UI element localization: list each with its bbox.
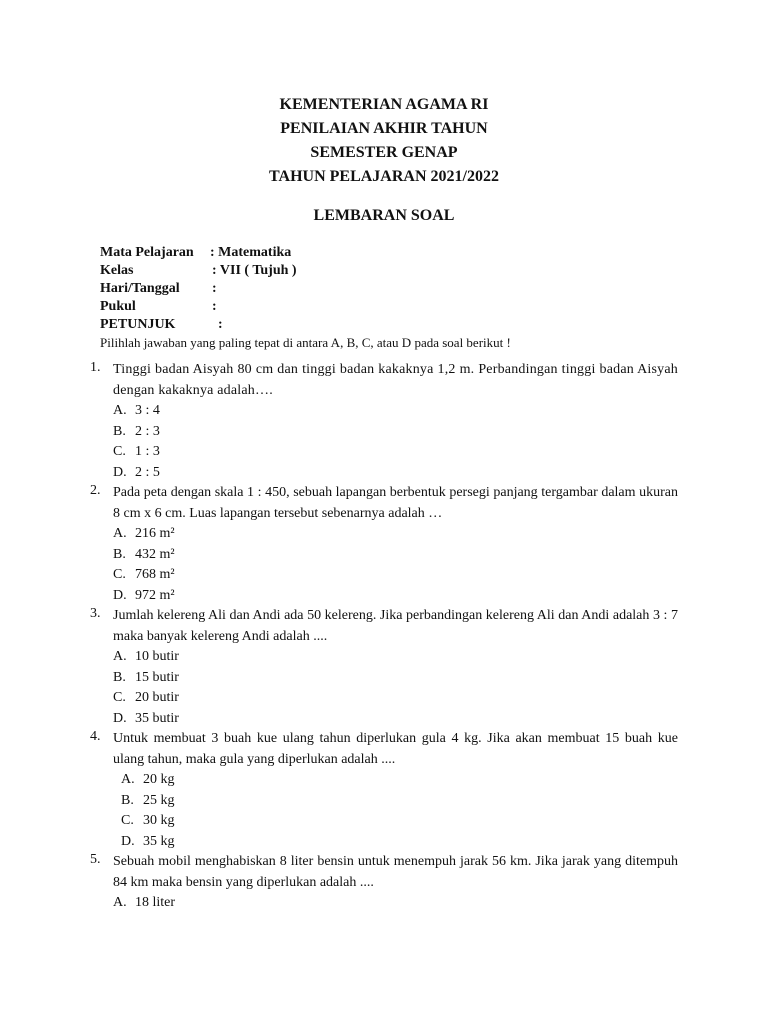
option-letter: A. <box>113 895 127 910</box>
question-1 <box>0 360 768 483</box>
instructions-label: PETUNJUK <box>100 317 176 332</box>
option-letter: A. <box>113 403 127 418</box>
option-c <box>113 442 768 463</box>
option-letter: C. <box>113 567 126 582</box>
option-text: 20 kg <box>143 772 175 787</box>
time-label: Pukul <box>100 299 136 314</box>
option-a <box>121 770 768 791</box>
option-text: 3 : 4 <box>135 403 160 418</box>
option-d <box>113 709 768 730</box>
option-text: 1 : 3 <box>135 444 160 459</box>
option-c <box>113 688 768 709</box>
date-label: Hari/Tanggal <box>100 281 180 296</box>
option-letter: B. <box>113 423 126 439</box>
option-list <box>121 770 768 852</box>
option-text: 30 kg <box>143 813 175 828</box>
header-ministry: KEMENTERIAN AGAMA RI <box>279 96 489 113</box>
option-letter: C. <box>113 444 126 459</box>
option-text: 10 butir <box>135 649 179 664</box>
option-b <box>113 668 768 689</box>
question-text: Pada peta dengan skala 1 : 450, sebuah lapangan berbentuk persegi panjang tergambar dalam ukuran 8 cm x 6 cm. Luas lapangan tersebut sebenarnya adalah … <box>113 485 678 521</box>
option-text: 15 butir <box>135 669 179 685</box>
option-letter: D. <box>113 464 127 480</box>
option-text: 972 m² <box>135 587 175 603</box>
option-letter: A. <box>121 772 135 787</box>
question-2 <box>0 483 768 606</box>
question-3 <box>0 606 768 729</box>
instructions-value: : <box>218 317 223 332</box>
header-academic-year: TAHUN PELAJARAN 2021/2022 <box>269 168 499 185</box>
option-text: 2 : 3 <box>135 423 160 439</box>
option-text: 25 kg <box>143 792 175 808</box>
info-row-time <box>100 298 700 316</box>
option-letter: D. <box>113 710 127 726</box>
time-value: : <box>212 299 217 314</box>
option-text: 432 m² <box>135 546 175 562</box>
option-b <box>113 422 768 443</box>
option-text: 216 m² <box>135 526 175 541</box>
exam-info <box>100 244 700 352</box>
option-letter: B. <box>121 792 134 808</box>
info-row-instructions <box>100 316 700 334</box>
question-text: Jumlah kelereng Ali dan Andi ada 50 kelereng. Jika perbandingan kelereng Ali dan Andi adalah 3 : 7 maka banyak kelereng Andi adalah .... <box>113 608 678 644</box>
option-d <box>121 832 768 853</box>
info-row-date <box>100 280 700 298</box>
option-text: 768 m² <box>135 567 175 582</box>
option-list <box>113 893 768 914</box>
option-letter: D. <box>113 587 127 603</box>
instruction-text: Pilihlah jawaban yang paling tepat di antara A, B, C, atau D pada soal berikut ! <box>100 335 511 350</box>
option-b <box>121 791 768 812</box>
option-text: 20 butir <box>135 690 179 705</box>
class-value: : VII ( Tujuh ) <box>212 263 297 278</box>
class-label: Kelas <box>100 263 134 278</box>
option-a <box>113 524 768 545</box>
option-text: 35 butir <box>135 710 179 726</box>
option-letter: D. <box>121 833 135 849</box>
option-b <box>113 545 768 566</box>
option-letter: A. <box>113 649 127 664</box>
question-number: 2. <box>90 483 101 498</box>
question-5 <box>0 852 768 914</box>
option-letter: C. <box>121 813 134 828</box>
document-header <box>0 93 768 189</box>
option-text: 18 liter <box>135 895 176 910</box>
option-c <box>113 565 768 586</box>
question-text: Sebuah mobil menghabiskan 8 liter bensin untuk menempuh jarak 56 km. Jika jarak yang ditempuh 84 km maka bensin yang diperlukan adalah .... <box>113 854 678 890</box>
option-a <box>113 401 768 422</box>
option-list <box>113 401 768 483</box>
option-letter: A. <box>113 526 127 541</box>
subject-value: : Matematika <box>210 245 292 260</box>
option-letter: B. <box>113 546 126 562</box>
option-letter: B. <box>113 669 126 685</box>
question-number: 1. <box>90 360 101 375</box>
option-a <box>113 647 768 668</box>
option-text: 2 : 5 <box>135 464 160 480</box>
option-text: 35 kg <box>143 833 175 849</box>
header-assessment: PENILAIAN AKHIR TAHUN <box>280 120 488 137</box>
question-number: 4. <box>90 729 101 744</box>
question-number: 5. <box>90 852 101 867</box>
question-4 <box>0 729 768 852</box>
option-a <box>113 893 768 914</box>
sheet-title: LEMBARAN SOAL <box>313 207 455 224</box>
option-c <box>121 811 768 832</box>
question-number: 3. <box>90 606 101 621</box>
question-text: Tinggi badan Aisyah 80 cm dan tinggi badan kakaknya 1,2 m. Perbandingan tinggi badan Aisyah dengan kakaknya adalah…. <box>113 362 678 398</box>
info-row-subject <box>100 244 700 262</box>
header-semester: SEMESTER GENAP <box>310 144 458 161</box>
question-text: Untuk membuat 3 buah kue ulang tahun diperlukan gula 4 kg. Jika akan membuat 15 buah kue ulang tahun, maka gula yang diperlukan adalah .... <box>113 731 678 767</box>
option-letter: C. <box>113 690 126 705</box>
option-d <box>113 463 768 484</box>
question-list <box>0 360 768 914</box>
option-list <box>113 524 768 606</box>
date-value: : <box>212 281 217 296</box>
subject-label: Mata Pelajaran <box>100 245 194 260</box>
option-list <box>113 647 768 729</box>
option-d <box>113 586 768 607</box>
info-row-class <box>100 262 700 280</box>
